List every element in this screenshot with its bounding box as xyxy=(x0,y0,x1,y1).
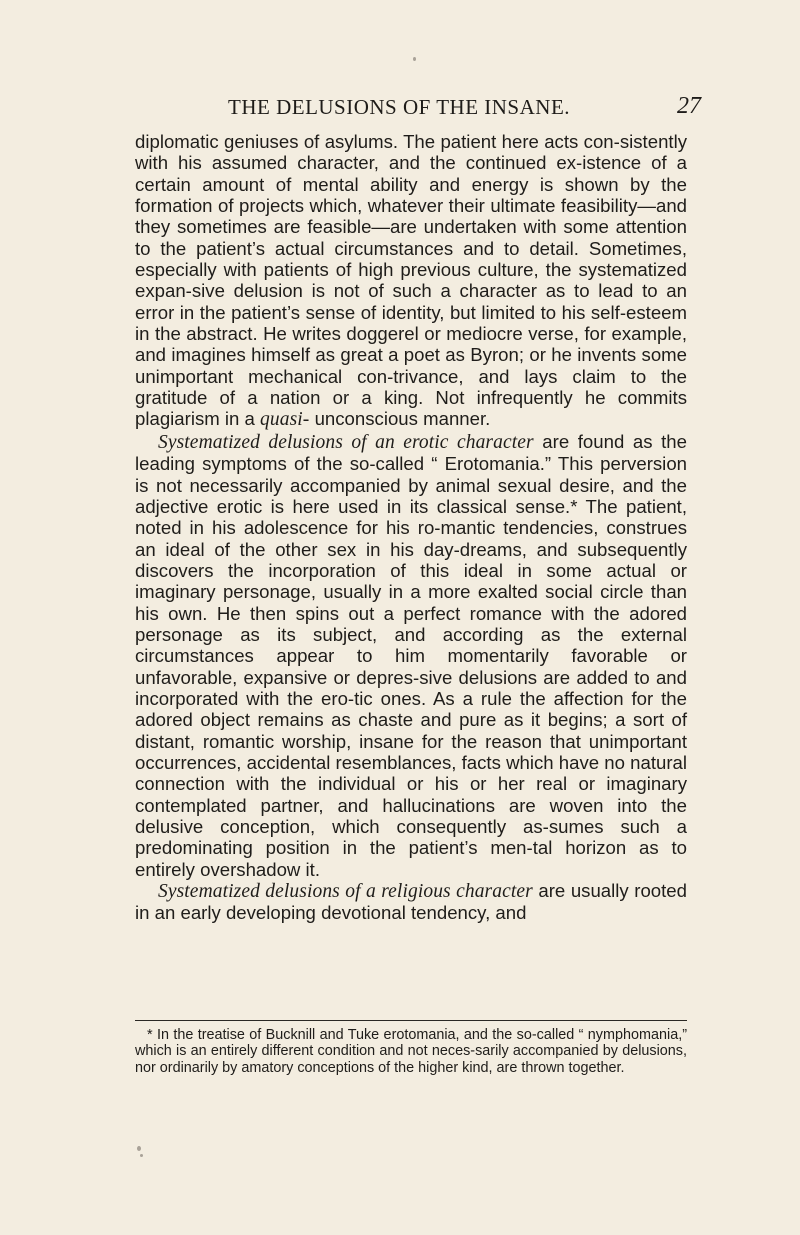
footnote xyxy=(135,1027,687,1076)
paragraph-2 xyxy=(135,431,687,880)
paragraph-3 xyxy=(135,880,687,924)
footnote-rule xyxy=(135,1020,687,1021)
footnote-text: * In the treatise of Bucknill and Tuke erotomania, and the so-called “ nymphomania,” which is an entirely different condition and not neces-sarily accompanied by delusions, nor ordinarily by amatory conceptions of the higher kind, are thrown together. xyxy=(135,1027,687,1076)
running-head: THE DELUSIONS OF THE INSANE. xyxy=(228,95,571,119)
text-span: are found as the leading symptoms of the so-called “ Erotomania.” This perversion is not necessarily accompanied by animal sexual desire, and the adjective erotic is here used in its classical sense.* The patient, noted in his adolescence for his ro-mantic tendencies, construes an ideal of the other sex in his day-dreams, and subsequently discovers the incorporation of this ideal in some actual or imaginary personage, usually in a more exalted social circle than his own. He then spins out a perfect romance with the adored personage as its subject, and according as the external circumstances appear to him momentarily favorable or unfavorable, expansive or depres-sive delusions are added to and incorporated with the ero-tic ones. As a rule the affection for the adored object remains as chaste and pure as it begins; a sort of distant, romantic worship, insane for the reason that unimportant occurrences, accidental resemblances, facts which have no natural connection with the individual or his or her real or imaginary contemplated partner, and hallucinations are woven into the delusive conception, which consequently as-sumes such a predominating position in the patient’s men-tal horizon as to entirely overshadow it. xyxy=(135,430,687,880)
text-span: diplomatic geniuses of asylums. The patient here acts con-sistently with his assumed character, and the continued ex-istence of a certain amount of mental ability and energy is shown by the formation of projects which, whatever their ultimate feasibility—and they sometimes are feasible—are undertaken with some attention to the patient’s actual circumstances and to detail. Sometimes, especially with patients of high previous culture, the systematized expan-sive delusion is not of such a character as to lead to an error in the patient’s sense of identity, but limited to his self-esteem in the abstract. He writes doggerel or mediocre verse, for example, and imagines himself as great a poet as Byron; or he invents some unimportant mechanical con-trivance, and lays claim to the gratitude of a nation or a king. Not infrequently he commits plagiarism in a xyxy=(135,131,687,430)
body-text xyxy=(135,131,687,924)
paper-speck xyxy=(140,1154,143,1157)
paragraph-1 xyxy=(135,131,687,431)
page-number: 27 xyxy=(677,93,701,119)
italic-span: quasi- xyxy=(260,409,310,431)
paper-speck xyxy=(137,1146,141,1151)
italic-heading: Systematized delusions of a religious character xyxy=(158,881,533,903)
text-span: are usually rooted in an early developing devotional tendency, and xyxy=(135,880,687,924)
paper-speck xyxy=(413,57,416,61)
text-span: unconscious manner. xyxy=(314,408,491,430)
italic-heading: Systematized delusions of an erotic character xyxy=(158,431,534,453)
